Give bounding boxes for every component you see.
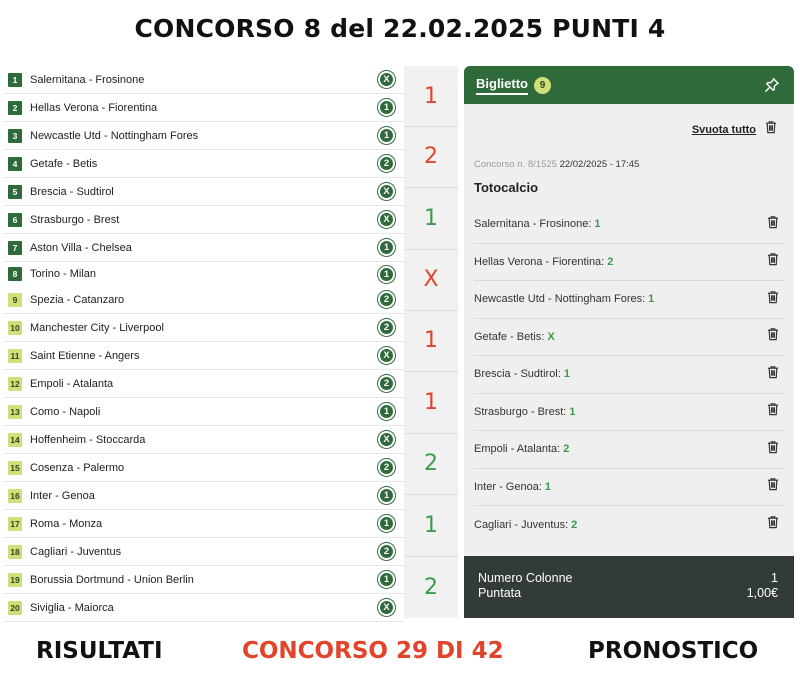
match-number-badge: 6 [8, 213, 22, 227]
match-name: Strasburgo - Brest [30, 213, 120, 226]
match-number-badge: 20 [8, 601, 22, 615]
match-name: Aston Villa - Chelsea [30, 241, 132, 254]
selection-row [474, 356, 784, 394]
match-number-badge: 18 [8, 545, 22, 559]
match-name: Spezia - Catanzaro [30, 293, 125, 306]
puntata-label: Puntata [478, 586, 522, 600]
pick-circle[interactable]: 1 [378, 239, 395, 256]
match-row [4, 262, 404, 286]
result-cell: 1 [424, 512, 438, 538]
ticket-count-badge: 9 [534, 77, 551, 94]
match-name: Torino - Milan [30, 268, 97, 280]
match-number-badge: 5 [8, 185, 22, 199]
match-row [4, 122, 404, 150]
selection-match: Getafe - Betis: [474, 330, 545, 343]
match-list [4, 66, 404, 618]
trash-icon[interactable] [766, 215, 780, 234]
match-name: Salernitana - Frosinone [30, 73, 145, 86]
results-label: RISULTATI [36, 638, 163, 664]
prediction-label: PRONOSTICO [588, 638, 759, 664]
trash-icon[interactable] [766, 402, 780, 421]
selection-text [474, 256, 613, 268]
match-row [4, 150, 404, 178]
pick-circle[interactable]: 2 [378, 291, 395, 308]
match-name: Hellas Verona - Fiorentina [30, 101, 158, 114]
selection-pick: 2 [571, 518, 578, 531]
trash-icon[interactable] [766, 252, 780, 271]
match-number-badge: 17 [8, 517, 22, 531]
trash-icon[interactable] [766, 477, 780, 496]
match-name: Borussia Dortmund - Union Berlin [30, 573, 194, 586]
match-name: Roma - Monza [30, 517, 103, 530]
result-separator [404, 433, 458, 434]
selection-match: Salernitana - Frosinone: [474, 218, 592, 231]
result-separator [404, 249, 458, 250]
clear-all[interactable] [692, 120, 778, 139]
match-number-badge: 13 [8, 405, 22, 419]
selection-pick: 1 [648, 293, 655, 306]
match-number-badge: 16 [8, 489, 22, 503]
match-row [4, 66, 404, 94]
colonne-label: Numero Colonne [478, 571, 573, 585]
selection-text [474, 293, 654, 305]
match-number-badge: 10 [8, 321, 22, 335]
selection-text [474, 406, 575, 418]
match-row [4, 566, 404, 594]
result-separator [404, 187, 458, 188]
match-row [4, 482, 404, 510]
pick-circle[interactable]: 1 [378, 99, 395, 116]
selection-row [474, 319, 784, 357]
ticket-footer [464, 556, 794, 618]
match-row [4, 454, 404, 482]
colonne-value: 1 [771, 571, 778, 585]
match-name: Manchester City - Liverpool [30, 321, 164, 334]
match-name: Saint Etienne - Angers [30, 349, 140, 362]
selection-text [474, 443, 569, 455]
match-number-badge: 11 [8, 349, 22, 363]
result-cell: 2 [424, 574, 438, 600]
pick-circle[interactable]: 2 [378, 155, 395, 172]
match-number-badge: 8 [8, 267, 22, 281]
result-separator [404, 126, 458, 127]
concorso-progress-label: CONCORSO 29 DI 42 [242, 638, 504, 664]
pick-circle[interactable]: X [378, 347, 395, 364]
selection-pick: 1 [569, 405, 576, 418]
selection-row [474, 281, 784, 319]
match-name: Brescia - Sudtirol [30, 185, 114, 198]
pick-circle[interactable]: 2 [378, 375, 395, 392]
pick-circle[interactable]: 1 [378, 487, 395, 504]
match-row [4, 314, 404, 342]
pick-circle[interactable]: 2 [378, 459, 395, 476]
selection-match: Brescia - Sudtirol: [474, 368, 561, 381]
results-column [404, 66, 458, 618]
match-row [4, 538, 404, 566]
pick-circle[interactable]: X [378, 71, 395, 88]
match-name: Cosenza - Palermo [30, 461, 125, 474]
trash-icon[interactable] [766, 327, 780, 346]
result-cell: 1 [424, 83, 438, 109]
match-name: Empoli - Atalanta [30, 377, 114, 390]
pick-circle[interactable]: 1 [378, 515, 395, 532]
ticket-header [464, 66, 794, 104]
pick-circle[interactable]: 2 [378, 543, 395, 560]
selection-pick: 1 [563, 368, 570, 381]
selection-row [474, 506, 784, 544]
result-cell: 1 [424, 205, 438, 231]
selection-match: Newcastle Utd - Nottingham Fores: [474, 293, 646, 306]
result-separator [404, 310, 458, 311]
match-number-badge: 3 [8, 129, 22, 143]
match-name: Newcastle Utd - Nottingham Fores [30, 129, 199, 142]
pick-circle[interactable]: 1 [378, 127, 395, 144]
match-row [4, 178, 404, 206]
concorso-number: Concorso n. 8/1525 [474, 159, 557, 170]
result-separator [404, 556, 458, 557]
selection-match: Cagliari - Juventus: [474, 518, 569, 531]
match-name: Getafe - Betis [30, 157, 98, 170]
selection-row [474, 431, 784, 469]
pick-circle[interactable]: 1 [378, 403, 395, 420]
trash-icon[interactable] [766, 290, 780, 309]
trash-icon[interactable] [766, 365, 780, 384]
result-cell: 2 [424, 144, 438, 169]
match-row [4, 510, 404, 538]
selection-match: Strasburgo - Brest: [474, 405, 567, 418]
selection-match: Inter - Genoa: [474, 480, 542, 493]
selection-pick: 1 [544, 480, 551, 493]
trash-icon[interactable] [766, 515, 780, 534]
match-name: Siviglia - Maiorca [30, 601, 114, 614]
result-separator [404, 494, 458, 495]
selection-pick: X [547, 330, 555, 343]
concorso-datetime: 22/02/2025 - 17:45 [559, 159, 640, 170]
match-row [4, 594, 404, 622]
selection-text [474, 481, 551, 493]
pick-circle[interactable]: X [378, 431, 395, 448]
match-name: Hoffenheim - Stoccarda [30, 433, 146, 446]
match-number-badge: 19 [8, 573, 22, 587]
match-number-badge: 7 [8, 241, 22, 255]
trash-icon[interactable] [764, 120, 778, 139]
result-cell: 1 [424, 389, 438, 415]
selection-pick: 1 [594, 218, 601, 231]
match-name: Inter - Genoa [30, 489, 95, 502]
selection-text [474, 368, 570, 380]
selection-row [474, 206, 784, 244]
puntata-value: 1,00€ [746, 586, 778, 600]
match-row [4, 370, 404, 398]
match-row [4, 94, 404, 122]
match-number-badge: 2 [8, 101, 22, 115]
selection-text [474, 218, 601, 230]
match-number-badge: 14 [8, 433, 22, 447]
pick-circle[interactable]: 1 [378, 571, 395, 588]
result-separator [404, 371, 458, 372]
match-row [4, 234, 404, 262]
selection-pick: 2 [607, 255, 614, 268]
match-name: Cagliari - Juventus [30, 545, 122, 558]
pick-circle[interactable]: 2 [378, 319, 395, 336]
selection-row [474, 469, 784, 507]
selection-match: Empoli - Atalanta: [474, 443, 561, 456]
match-number-badge: 4 [8, 157, 22, 171]
selection-row [474, 394, 784, 432]
selection-row [474, 244, 784, 282]
match-number-badge: 12 [8, 377, 22, 391]
selection-text [474, 519, 577, 531]
concorso-info [474, 159, 639, 170]
pick-circle[interactable]: X [378, 183, 395, 200]
match-number-badge: 15 [8, 461, 22, 475]
result-cell: 2 [424, 451, 438, 476]
selection-list [474, 206, 784, 544]
match-row [4, 398, 404, 426]
ticket-tab[interactable]: Biglietto [476, 76, 528, 95]
trash-icon[interactable] [766, 440, 780, 459]
pick-circle[interactable]: 1 [378, 266, 395, 283]
selection-text [474, 331, 555, 343]
match-row [4, 286, 404, 314]
match-row [4, 206, 404, 234]
match-row [4, 342, 404, 370]
match-number-badge: 9 [8, 293, 22, 307]
pick-circle[interactable]: X [378, 211, 395, 228]
pick-circle[interactable]: X [378, 599, 395, 616]
ticket-game-title: Totocalcio [474, 180, 539, 195]
selection-pick: 2 [563, 443, 570, 456]
match-number-badge: 1 [8, 73, 22, 87]
result-cell: 1 [424, 328, 438, 353]
result-cell: X [423, 267, 439, 292]
selection-match: Hellas Verona - Fiorentina: [474, 255, 605, 268]
ticket-panel [464, 66, 794, 618]
pin-icon[interactable] [764, 77, 780, 93]
match-row [4, 426, 404, 454]
clear-all-button[interactable]: Svuota tutto [691, 123, 756, 136]
match-name: Como - Napoli [30, 405, 101, 418]
page-title: CONCORSO 8 del 22.02.2025 PUNTI 4 [134, 14, 666, 43]
